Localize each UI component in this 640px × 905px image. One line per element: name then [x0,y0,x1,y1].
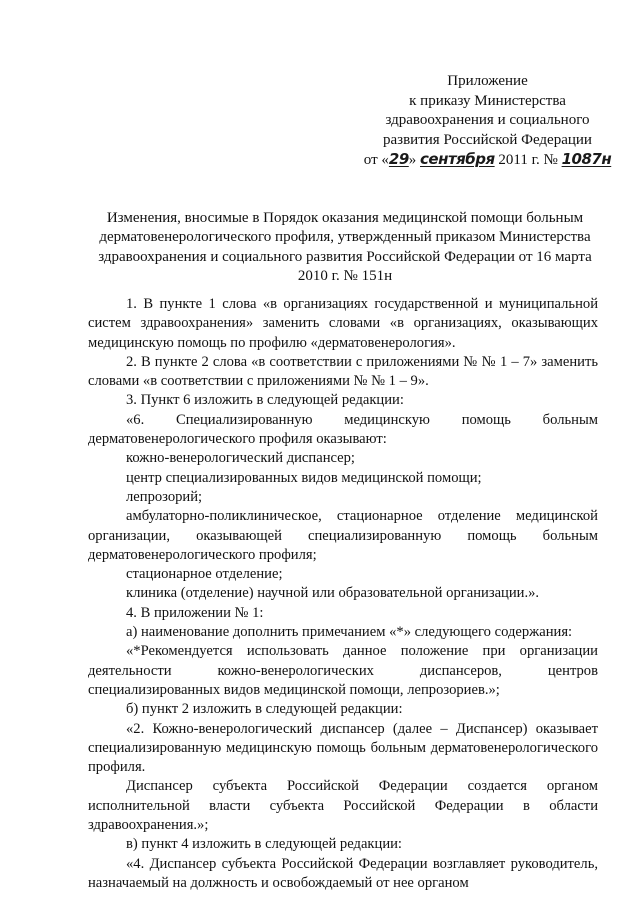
document-body [88,295,598,893]
date-separator: » [408,152,421,168]
title-line-3: здравоохранения и социального развития Российской Федерации от 16 марта [98,248,592,265]
date-prefix: от « [363,152,389,168]
paragraph: 2. В пункте 2 слова «в соответствии с приложениями № № 1 – 7» заменить словами «в соответствии с приложениями № № 1 – 9». [88,353,598,390]
paragraph: «2. Кожно-венерологический диспансер (далее – Диспансер) оказывает специализированную медицинскую помощь больным дерматовенерологического профиля. [88,720,598,776]
paragraph: клиника (отделение) научной или образовательной организации.». [126,585,540,602]
appendix-federation-line: развития Российской Федерации [383,131,592,148]
appendix-header [360,72,615,171]
appendix-order-ref: к приказу Министерства [409,92,566,109]
document-title [85,209,605,286]
paragraph: «*Рекомендуется использовать данное положение при организации деятельности кожно-венерологических диспансеров, центров специализированных видов медицинской помощи, лепрозориев.»; [88,643,598,698]
paragraph: кожно-венерологический диспансер; [126,450,355,467]
appendix-ministry-line: здравоохранения и социального [385,112,590,128]
paragraph: 3. Пункт 6 изложить в следующей редакции: [126,392,404,409]
title-line-1: Изменения, вносимые в Порядок оказания медицинской помощи больным [106,210,584,226]
paragraph: амбулаторно-поликлиническое, стационарное отделение медицинской организации, оказывающей специализированную помощь больным дерматовенерологического профиля; [88,508,598,563]
paragraph: центр специализированных видов медицинской помощи; [126,469,482,486]
title-line-4: 2010 г. № 151н [297,267,393,284]
paragraph: б) пункт 2 изложить в следующей редакции: [126,701,403,718]
paragraph: «4. Диспансер субъекта Российской Федерации возглавляет руководитель, назначаемый на должность и освобождаемый от нее органом [88,855,598,891]
paragraph: 1. В пункте 1 слова «в организациях государственной и муниципальной систем здравоохранения» заменить словами «в организациях, оказывающих медицинскую помощь по профилю «дерматовенерология». [88,296,598,351]
paragraph: Диспансер субъекта Российской Федерации создается органом исполнительной власти субъекта Российской Федерации в области здравоохранения.»; [88,778,598,834]
paragraph: а) наименование дополнить примечанием «*» следующего содержания: [126,624,573,641]
title-line-2: дерматовенерологического профиля, утвержденный приказом Министерства [99,229,591,246]
handwritten-order-number: 1087н [561,150,612,168]
paragraph: 4. В приложении № 1: [126,604,264,621]
paragraph: стационарное отделение; [126,566,283,583]
paragraph: лепрозорий; [126,488,203,505]
handwritten-day: 29 [388,150,409,168]
year-and-number-label: 2011 г. № [494,152,562,168]
handwritten-month: сентября [420,150,495,168]
paragraph: «6. Специализированную медицинскую помощь больным дерматовенерологического профиля оказывают: [88,411,598,448]
appendix-label: Приложение [447,73,528,89]
paragraph: в) пункт 4 изложить в следующей редакции: [126,836,402,853]
order-date-line [360,150,615,171]
